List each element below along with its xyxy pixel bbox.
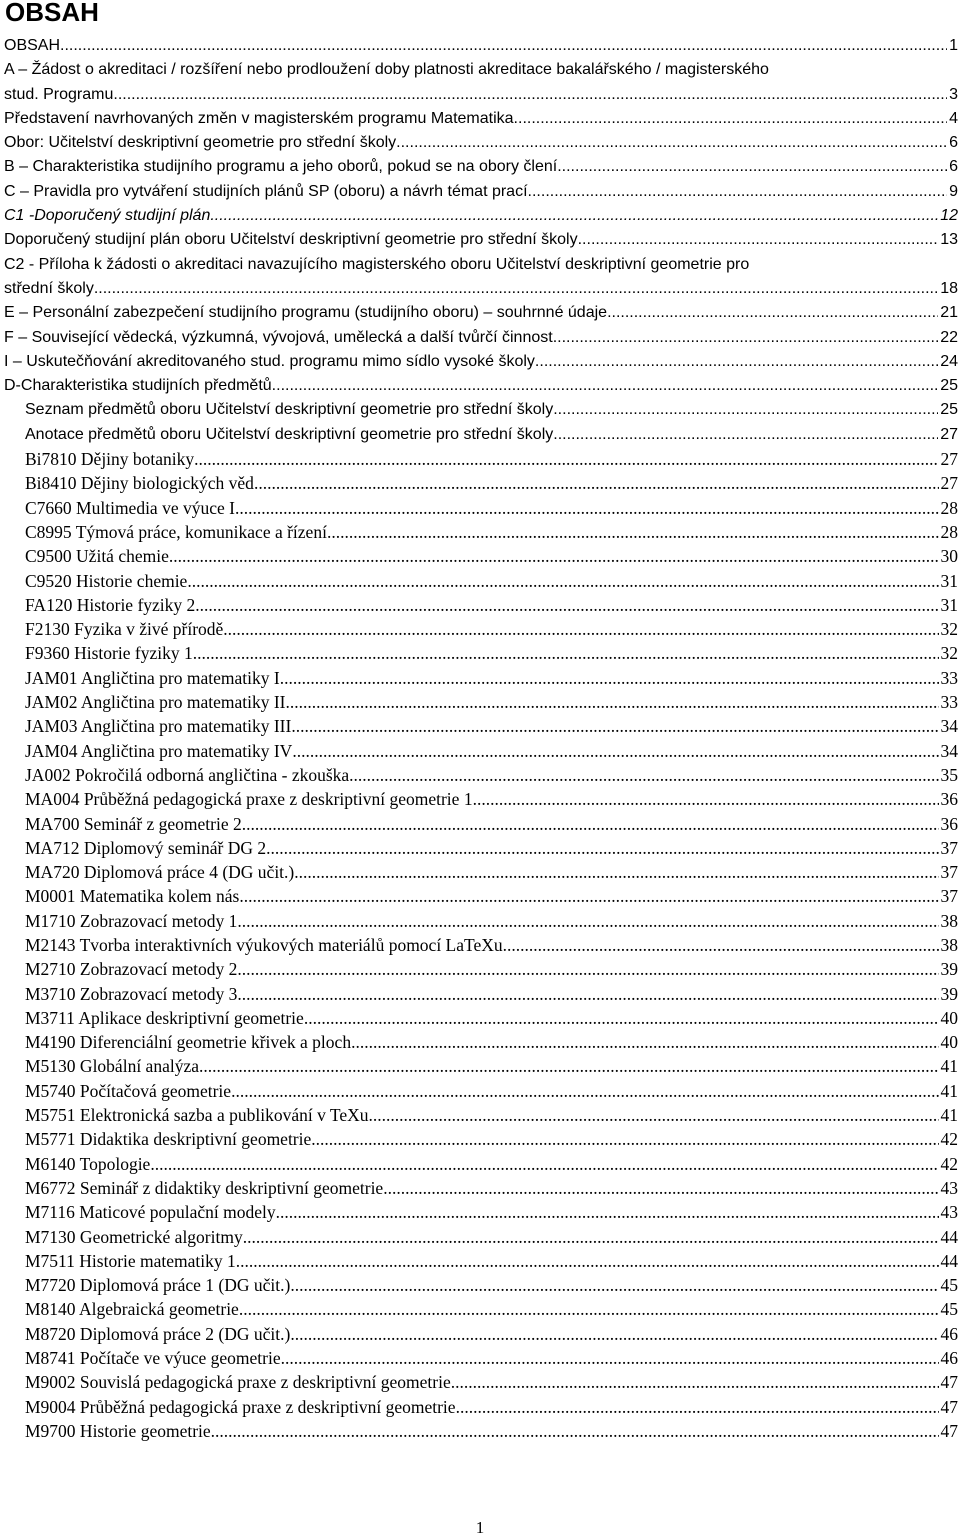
- dot-leader: [272, 374, 939, 398]
- toc-entry[interactable]: [4, 569, 960, 593]
- toc-entry-title: M5740 Počítačová geometrie: [25, 1079, 231, 1103]
- toc-entry[interactable]: [4, 1079, 960, 1103]
- dot-leader: [237, 982, 938, 1006]
- toc-entry-title: M7720 Diplomová práce 1 (DG učit.): [25, 1273, 290, 1297]
- dot-leader: [290, 1322, 938, 1346]
- toc-entry[interactable]: [4, 1225, 960, 1249]
- dot-leader: [239, 884, 938, 908]
- toc-page-number: 32: [939, 617, 960, 641]
- toc-entry-title: JA002 Pokročilá odborná angličtina - zkouška: [25, 763, 349, 787]
- dot-leader: [553, 326, 939, 350]
- toc-page-number: 28: [939, 496, 960, 520]
- toc-entry[interactable]: [4, 58, 960, 107]
- dot-leader: [210, 204, 938, 228]
- toc-page-number: 6: [947, 131, 960, 155]
- dot-leader: [451, 1370, 939, 1394]
- toc-entry[interactable]: [4, 617, 960, 641]
- toc-entry-title: M8720 Diplomová práce 2 (DG učit.): [25, 1322, 290, 1346]
- dot-leader: [607, 301, 938, 325]
- toc-entry-title: M9700 Historie geometrie: [25, 1419, 211, 1443]
- toc-entry-title: F – Související vědecká, výzkumná, vývojová, umělecká a další tvůrčí činnost: [4, 326, 553, 350]
- toc-entry[interactable]: [4, 690, 960, 714]
- toc-page-number: 47: [939, 1419, 960, 1443]
- toc-entry[interactable]: [4, 1200, 960, 1224]
- toc-entry-title: Bi7810 Dějiny botaniky: [25, 447, 194, 471]
- toc-entry-title-continued: stud. Programu: [4, 83, 113, 107]
- dot-leader: [553, 398, 938, 422]
- toc-page-number: 41: [939, 1079, 960, 1103]
- toc-entry-title: M8741 Počítače ve výuce geometrie: [25, 1346, 281, 1370]
- toc-entry[interactable]: [4, 763, 960, 787]
- toc-entry-title: JAM02 Angličtina pro matematiky II: [25, 690, 286, 714]
- toc-page-number: 27: [938, 423, 960, 447]
- toc-entry-title: JAM04 Angličtina pro matematiky IV: [25, 739, 292, 763]
- toc-page-number: 30: [939, 544, 960, 568]
- toc-page-number: 27: [939, 447, 960, 471]
- toc-page-number: 28: [939, 520, 960, 544]
- toc-entry[interactable]: [4, 447, 960, 471]
- dot-leader: [383, 1176, 938, 1200]
- toc-entry[interactable]: [4, 1297, 960, 1321]
- dot-leader: [237, 909, 938, 933]
- toc-page-number: 37: [939, 836, 960, 860]
- toc-entry-title: M5130 Globální analýza: [25, 1054, 199, 1078]
- dot-leader: [194, 447, 938, 471]
- toc-entry[interactable]: [4, 544, 960, 568]
- toc-entry[interactable]: [4, 1176, 960, 1200]
- toc-entry-title: C8995 Týmová práce, komunikace a řízení: [25, 520, 327, 544]
- toc-page-number: 32: [939, 641, 960, 665]
- toc-page-number: 27: [939, 471, 960, 495]
- toc-entry-title: M6772 Seminář z didaktiky deskriptivní geometrie: [25, 1176, 383, 1200]
- toc-page-number: 31: [939, 593, 960, 617]
- toc-entry-title: M3711 Aplikace deskriptivní geometrie: [25, 1006, 304, 1030]
- toc-entry[interactable]: [4, 1006, 960, 1030]
- toc-page-number: 34: [939, 739, 960, 763]
- toc-entry[interactable]: [4, 641, 960, 665]
- dot-leader: [290, 1273, 938, 1297]
- dot-leader: [292, 739, 938, 763]
- toc-page-number: 40: [939, 1006, 960, 1030]
- dot-leader: [503, 933, 939, 957]
- toc-entry[interactable]: [4, 860, 960, 884]
- toc-page-number: 25: [938, 374, 960, 398]
- toc-entry[interactable]: [4, 714, 960, 738]
- toc-entry[interactable]: [4, 34, 960, 58]
- toc-page-number: 12: [938, 204, 960, 228]
- toc-entry[interactable]: [4, 520, 960, 544]
- toc-page-number: 39: [939, 957, 960, 981]
- toc-entry[interactable]: [4, 253, 960, 302]
- toc-entry[interactable]: [4, 496, 960, 520]
- dot-leader: [169, 544, 939, 568]
- toc-entry-title: M7511 Historie matematiky 1: [25, 1249, 236, 1273]
- dot-leader: [369, 1103, 939, 1127]
- toc-entry-title: MA712 Diplomový seminář DG 2: [25, 836, 266, 860]
- dot-leader: [553, 423, 938, 447]
- dot-leader: [113, 83, 947, 107]
- toc-entry-title: MA720 Diplomová práce 4 (DG učit.): [25, 860, 294, 884]
- toc-entry-title: B – Charakteristika studijního programu a jeho oborů, pokud se na obory člení: [4, 155, 557, 179]
- dot-leader: [286, 690, 939, 714]
- toc-page-number: 36: [939, 812, 960, 836]
- toc-entry[interactable]: [4, 350, 960, 374]
- toc-entry[interactable]: [4, 1054, 960, 1078]
- toc-entry[interactable]: [4, 1370, 960, 1394]
- toc-entry[interactable]: [4, 836, 960, 860]
- toc-page-number: 36: [939, 787, 960, 811]
- toc-entry-title: C9500 Užitá chemie: [25, 544, 169, 568]
- dot-leader: [199, 1054, 939, 1078]
- toc-entry[interactable]: [4, 228, 960, 252]
- toc-entry[interactable]: [4, 1030, 960, 1054]
- toc-entry-title: Představení navrhovaných změn v magisterském programu Matematika: [4, 107, 514, 131]
- dot-leader: [535, 350, 938, 374]
- toc-entry[interactable]: [4, 1419, 960, 1443]
- toc-entry-title: C7660 Multimedia ve výuce I: [25, 496, 235, 520]
- toc-entry[interactable]: [4, 374, 960, 398]
- toc-page-number: 43: [939, 1176, 960, 1200]
- dot-leader: [94, 277, 938, 301]
- toc-entry[interactable]: [4, 909, 960, 933]
- toc-page-number: 43: [939, 1200, 960, 1224]
- toc-page-number: 38: [939, 933, 960, 957]
- toc-entry-title: M0001 Matematika kolem nás: [25, 884, 239, 908]
- dot-leader: [237, 957, 938, 981]
- toc-page-number: 31: [939, 569, 960, 593]
- toc-page-number: 45: [939, 1297, 960, 1321]
- toc-entry-title: D-Charakteristika studijních předmětů: [4, 374, 272, 398]
- toc-entry[interactable]: [4, 933, 960, 957]
- dot-leader: [456, 1395, 939, 1419]
- toc-entry[interactable]: [4, 1273, 960, 1297]
- toc-entry[interactable]: [4, 204, 960, 228]
- dot-leader: [280, 666, 939, 690]
- toc-entry[interactable]: [4, 957, 960, 981]
- toc-entry[interactable]: [4, 787, 960, 811]
- toc-entry-title: A – Žádost o akreditaci / rozšíření nebo prodloužení doby platnosti akreditace bakalářského / magisterského: [4, 58, 960, 82]
- toc-entry-title: Anotace předmětů oboru Učitelství deskriptivní geometrie pro střední školy: [25, 423, 553, 447]
- dot-leader: [193, 641, 939, 665]
- toc-page-number: 1: [947, 34, 960, 58]
- toc-entry-title: M9002 Souvislá pedagogická praxe z deskriptivní geometrie: [25, 1370, 451, 1394]
- toc-entry-title: F9360 Historie fyziky 1: [25, 641, 193, 665]
- dot-leader: [294, 860, 938, 884]
- dot-leader: [578, 228, 939, 252]
- toc-entry[interactable]: [4, 1322, 960, 1346]
- toc-entry[interactable]: [4, 739, 960, 763]
- toc-entry-title: C9520 Historie chemie: [25, 569, 187, 593]
- toc-entry[interactable]: [4, 1395, 960, 1419]
- toc-page-number: 25: [938, 398, 960, 422]
- toc-page-number: 41: [939, 1054, 960, 1078]
- toc-page-number: 3: [947, 83, 960, 107]
- toc-entry[interactable]: [4, 398, 960, 422]
- dot-leader: [243, 1225, 939, 1249]
- toc-page-number: 41: [939, 1103, 960, 1127]
- toc-entry-title: M1710 Zobrazovací metody 1: [25, 909, 237, 933]
- dot-leader: [235, 496, 939, 520]
- toc-page-number: 37: [939, 860, 960, 884]
- toc-page-number: 33: [939, 690, 960, 714]
- dot-leader: [291, 714, 938, 738]
- dot-leader: [231, 1079, 938, 1103]
- toc-entry-title: Bi8410 Dějiny biologických věd: [25, 471, 254, 495]
- toc-entry-title: MA004 Průběžná pedagogická praxe z deskriptivní geometrie 1: [25, 787, 473, 811]
- toc-entry-title: M7130 Geometrické algoritmy: [25, 1225, 243, 1249]
- dot-leader: [281, 1346, 939, 1370]
- toc-page-number: 44: [939, 1249, 960, 1273]
- toc-page-number: 42: [939, 1127, 960, 1151]
- dot-leader: [528, 180, 948, 204]
- toc-entry-title: M3710 Zobrazovací metody 3: [25, 982, 237, 1006]
- dot-leader: [349, 763, 938, 787]
- toc-page-number: 44: [939, 1225, 960, 1249]
- toc-page-number: 24: [938, 350, 960, 374]
- toc-entry-title: M5751 Elektronická sazba a publikování v TeXu: [25, 1103, 369, 1127]
- toc-page-number: 35: [939, 763, 960, 787]
- dot-leader: [60, 34, 947, 58]
- dot-leader: [304, 1006, 939, 1030]
- toc-entry[interactable]: [4, 982, 960, 1006]
- toc-page-number: 34: [939, 714, 960, 738]
- toc-entry-title: M2710 Zobrazovací metody 2: [25, 957, 237, 981]
- toc-page-number: 40: [939, 1030, 960, 1054]
- toc-entry[interactable]: [4, 1152, 960, 1176]
- toc-entry[interactable]: [4, 471, 960, 495]
- toc-page-number: 45: [939, 1273, 960, 1297]
- toc-entry-title: C – Pravidla pro vytváření studijních plánů SP (oboru) a návrh témat prací: [4, 180, 528, 204]
- dot-leader: [396, 131, 947, 155]
- toc-entry[interactable]: [4, 326, 960, 350]
- dot-leader: [195, 593, 938, 617]
- toc-page-number: 46: [939, 1346, 960, 1370]
- dot-leader: [187, 569, 938, 593]
- toc-entry-title: FA120 Historie fyziky 2: [25, 593, 195, 617]
- dot-leader: [254, 471, 939, 495]
- toc-entry-title: I – Uskutečňování akreditovaného stud. programu mimo sídlo vysoké školy: [4, 350, 535, 374]
- toc-entry-title: C2 - Příloha k žádosti o akreditaci navazujícího magisterského oboru Učitelství deskriptivní geometrie pro: [4, 253, 960, 277]
- toc-page-number: 39: [939, 982, 960, 1006]
- toc-page-number: 4: [947, 107, 960, 131]
- toc-page-number: 33: [939, 666, 960, 690]
- dot-leader: [327, 520, 939, 544]
- toc-entry[interactable]: [4, 593, 960, 617]
- toc-entry-title: M4190 Diferenciální geometrie křivek a ploch: [25, 1030, 351, 1054]
- toc-entry-title: E – Personální zabezpečení studijního programu (studijního oboru) – souhrnné údaje: [4, 301, 607, 325]
- dot-leader: [473, 787, 939, 811]
- toc-entry[interactable]: [4, 423, 960, 447]
- toc-page-number: 21: [938, 301, 960, 325]
- dot-leader: [351, 1030, 938, 1054]
- page-number: 1: [0, 1518, 960, 1538]
- dot-leader: [242, 812, 939, 836]
- toc-entry[interactable]: [4, 1249, 960, 1273]
- toc-entry-title: M5771 Didaktika deskriptivní geometrie: [25, 1127, 311, 1151]
- toc-entry[interactable]: [4, 666, 960, 690]
- dot-leader: [150, 1152, 938, 1176]
- toc-entry-title-continued: střední školy: [4, 277, 94, 301]
- dot-leader: [311, 1127, 938, 1151]
- toc-entry[interactable]: [4, 107, 960, 131]
- toc-entry-title: JAM03 Angličtina pro matematiky III: [25, 714, 291, 738]
- table-of-contents: [4, 34, 960, 1443]
- toc-entry-title: JAM01 Angličtina pro matematiky I: [25, 666, 280, 690]
- dot-leader: [239, 1297, 939, 1321]
- toc-page-number: 13: [938, 228, 960, 252]
- dot-leader: [223, 617, 938, 641]
- toc-entry-title: M9004 Průběžná pedagogická praxe z deskriptivní geometrie: [25, 1395, 456, 1419]
- dot-leader: [236, 1249, 939, 1273]
- toc-entry-title: Obor: Učitelství deskriptivní geometrie pro střední školy: [4, 131, 396, 155]
- toc-entry-title: OBSAH: [4, 34, 60, 58]
- toc-entry[interactable]: [4, 1346, 960, 1370]
- toc-page-number: 42: [939, 1152, 960, 1176]
- page-title: OBSAH: [5, 0, 99, 28]
- dot-leader: [514, 107, 948, 131]
- toc-page-number: 38: [939, 909, 960, 933]
- toc-entry[interactable]: [4, 301, 960, 325]
- toc-page-number: 47: [939, 1370, 960, 1394]
- toc-page-number: 46: [939, 1322, 960, 1346]
- toc-entry-title: M8140 Algebraická geometrie: [25, 1297, 239, 1321]
- toc-entry-title: F2130 Fyzika v živé přírodě: [25, 617, 223, 641]
- toc-entry-title: MA700 Seminář z geometrie 2: [25, 812, 242, 836]
- toc-entry-title: Seznam předmětů oboru Učitelství deskriptivní geometrie pro střední školy: [25, 398, 553, 422]
- dot-leader: [211, 1419, 939, 1443]
- toc-entry[interactable]: [4, 155, 960, 179]
- toc-entry-title: Doporučený studijní plán oboru Učitelství deskriptivní geometrie pro střední školy: [4, 228, 578, 252]
- dot-leader: [266, 836, 938, 860]
- toc-entry[interactable]: [4, 180, 960, 204]
- toc-page-number: 6: [947, 155, 960, 179]
- toc-page-number: 22: [938, 326, 960, 350]
- toc-entry[interactable]: [4, 884, 960, 908]
- toc-entry[interactable]: [4, 131, 960, 155]
- toc-entry[interactable]: [4, 1103, 960, 1127]
- toc-entry-title: M7116 Maticové populační modely: [25, 1200, 276, 1224]
- toc-page-number: 47: [939, 1395, 960, 1419]
- toc-page-number: 18: [938, 277, 960, 301]
- toc-entry-title: M6140 Topologie: [25, 1152, 150, 1176]
- toc-entry[interactable]: [4, 1127, 960, 1151]
- toc-entry-title: C1 -Doporučený studijní plán: [4, 204, 210, 228]
- toc-page-number: 37: [939, 884, 960, 908]
- toc-page-number: 9: [947, 180, 960, 204]
- toc-entry-title: M2143 Tvorba interaktivních výukových materiálů pomocí LaTeXu: [25, 933, 503, 957]
- toc-entry[interactable]: [4, 812, 960, 836]
- dot-leader: [276, 1200, 939, 1224]
- dot-leader: [557, 155, 947, 179]
